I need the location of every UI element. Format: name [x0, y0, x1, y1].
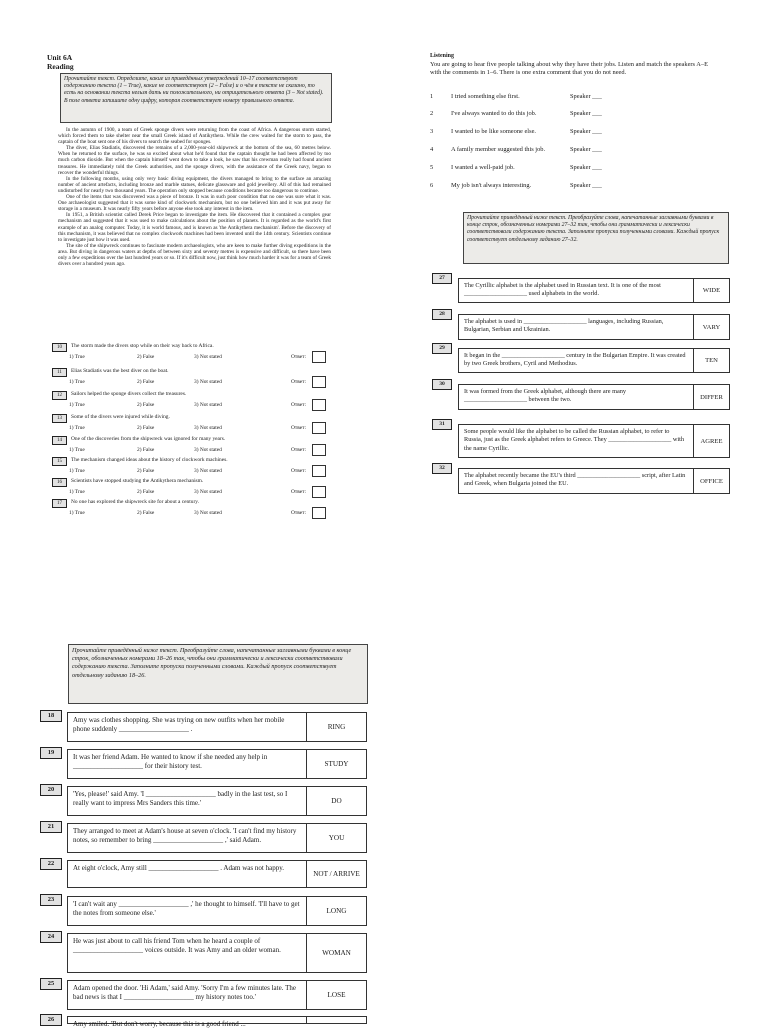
- option-1[interactable]: 1) True: [69, 468, 85, 474]
- option-3[interactable]: 3) Not stated: [194, 468, 222, 474]
- word-formation-row: [458, 278, 730, 303]
- word-formation-row: [67, 896, 367, 926]
- item-number: 2: [430, 110, 434, 117]
- option-1[interactable]: 1) True: [69, 425, 85, 431]
- answer-options: [52, 402, 330, 412]
- task-sentence: At eight o'clock, Amy still ____________________ . Adam was not happy.: [68, 861, 307, 887]
- question-number: 14: [52, 436, 67, 445]
- speaker-blank[interactable]: Speaker ___: [570, 164, 602, 171]
- tf-question: [52, 343, 330, 364]
- listening-intro: You are going to hear five people talking about why they have their jobs. Listen and match the speakers A–E with the comments in 1–6. There is one extra comment that you do not need.: [430, 61, 708, 77]
- answer-box[interactable]: [312, 376, 326, 388]
- task-number: 32: [432, 463, 452, 474]
- word-formation-row: [67, 980, 367, 1010]
- reading-instructions: Прочитайте текст. Определите, какие из приведённых утверждений 10–17 соответствуют содержанию текста (1 – True), какие не соответствуют (2 – False) и о чём в тексте не сказано, то есть на основании текста нельзя дать ни положительного, ни отрицательного ответа (3 – Not stated). В поле ответа запишите одну цифру, которая соответствует номеру правильного ответа.: [60, 73, 332, 123]
- task-number: 26: [40, 1014, 62, 1026]
- word-formation-row: [67, 786, 367, 816]
- question-text: No one has explored the shipwreck site for about a century.: [71, 499, 199, 505]
- question-text: Elias Stadiatis was the best diver on the boat.: [71, 368, 169, 374]
- question-text: The mechanism changed ideas about the history of clockwork machines.: [71, 457, 228, 463]
- option-3[interactable]: 3) Not stated: [194, 447, 222, 453]
- item-number: 4: [430, 146, 434, 153]
- task-number: 27: [432, 273, 452, 284]
- task-sentence: The alphabet recently became the EU's third ____________________ script, after Latin and Greek, when Bulgaria joined the EU.: [459, 469, 694, 493]
- task-sentence: Adam opened the door. 'Hi Adam,' said Amy. 'Sorry I'm a few minutes late. The bad news is that I ____________________ my history notes too.': [68, 981, 307, 1009]
- reading-paragraph: In the following months, using only very basic diving equipment, the divers managed to bring to the surface an amazing number of ancient artefacts, including bronze and marble statues, delicate glassware and gold jewellery. All of this had remained undisturbed for nearly two thousand years. The operation only stopped because conditions became too dangerous to continue.: [58, 175, 331, 194]
- word-formation-instructions-a: Прочитайте приведённый ниже текст. Преобразуйте слова, напечатанные заглавными буквами в конце строк, обозначенных номерами 27–32 так, чтобы они грамматически и лексически соответствовали содержанию текста. Заполните пропуски полученными словами. Каждый пропуск соответствует отдельному заданию 27–32.: [463, 212, 729, 264]
- task-sentence: 'I can't wait any ____________________ ,' he thought to himself. 'I'll have to get the notes from someone else.': [68, 897, 307, 925]
- speaker-blank[interactable]: Speaker ___: [570, 128, 602, 135]
- tf-question: [52, 499, 330, 520]
- word-formation-row: [458, 348, 730, 373]
- option-2[interactable]: 2) False: [137, 354, 155, 360]
- base-word: LOSE: [327, 991, 346, 999]
- answer-box[interactable]: [312, 399, 326, 411]
- word-formation-row: [67, 749, 367, 779]
- base-word: AGREE: [700, 437, 723, 445]
- task-number: 31: [432, 419, 452, 430]
- task-sentence: It was formed from the Greek alphabet, although there are many ____________________ between the two.: [459, 385, 694, 409]
- task-sentence: Amy was clothes shopping. She was trying on new outfits when her mobile phone suddenly ____________________ .: [68, 713, 307, 741]
- word-formation-row: [67, 1016, 367, 1028]
- task-sentence: Some people would like the alphabet to be called the Russian alphabet, to refer to Russia, just as the Greek alphabet refers to Greece. They ____________________ with the name Cyrillic.: [459, 425, 694, 457]
- tf-question: [52, 457, 330, 478]
- option-1[interactable]: 1) True: [69, 510, 85, 516]
- item-text: My job isn't always interesting.: [451, 182, 532, 189]
- task-number: 19: [40, 747, 62, 759]
- question-number: 16: [52, 478, 67, 487]
- answer-label: Ответ:: [291, 354, 307, 360]
- answer-options: [52, 510, 330, 520]
- question-number: 10: [52, 343, 67, 352]
- option-2[interactable]: 2) False: [137, 510, 155, 516]
- question-number: 17: [52, 499, 67, 508]
- item-text: I wanted a well-paid job.: [451, 164, 515, 171]
- base-word: WIDE: [702, 287, 721, 294]
- option-1[interactable]: 1) True: [69, 489, 85, 495]
- answer-label: Ответ:: [291, 402, 307, 408]
- question-text: One of the discoveries from the shipwreck was ignored for many years.: [71, 436, 226, 442]
- question-text: Some of the divers were injured while diving.: [71, 414, 170, 420]
- task-number: 20: [40, 784, 62, 796]
- question-number: 13: [52, 414, 67, 423]
- task-number: 30: [432, 379, 452, 390]
- task-sentence: He was just about to call his friend Tom when he heard a couple of ____________________ voices outside. It was Amy and an older woman.: [68, 934, 307, 972]
- answer-box[interactable]: [312, 444, 326, 456]
- task-sentence: Amy smiled. 'But don't worry, because this is a good friend ...: [68, 1017, 307, 1023]
- option-1[interactable]: 1) True: [69, 354, 85, 360]
- option-2[interactable]: 2) False: [137, 402, 155, 408]
- task-number: 29: [432, 343, 452, 354]
- reading-paragraph: The diver, Elias Stadiatis, discovered the remains of a 2,000-year-old shipwreck at the bottom of the sea, 60 metres below. When he returned to the surface, he was so excited about what he'd found that the captain thought he had been affected by too much carbon dioxide. But when the captain himself went down to take a look, he saw that his crewman really had found ancient treasures. He immediately told the Greek authorities, and the sponge divers, with the assistance of the Greek navy, began to recover the wonderful things.: [58, 145, 331, 176]
- option-1[interactable]: 1) True: [69, 379, 85, 385]
- option-3[interactable]: 3) Not stated: [194, 425, 222, 431]
- answer-options: [52, 489, 330, 499]
- word-formation-row: [458, 384, 730, 410]
- item-number: 5: [430, 164, 434, 171]
- answer-options: [52, 354, 330, 364]
- item-text: I wanted to be like someone else.: [451, 128, 537, 135]
- task-number: 18: [40, 710, 62, 722]
- question-text: Scientists have stopped studying the Antikythera mechanism.: [71, 478, 204, 484]
- word-formation-row: [67, 933, 367, 973]
- option-1[interactable]: 1) True: [69, 447, 85, 453]
- base-word: WOMAN: [322, 949, 351, 957]
- base-word: NOT / ARRIVE: [313, 870, 360, 878]
- base-word: DO: [331, 797, 342, 805]
- word-formation-instructions-b: Прочитайте приведённый ниже текст. Преобразуйте слова, напечатанные заглавными буквами в конце строк, обозначенных номерами 18–26 так, чтобы они грамматически и лексически соответствовали содержанию текста. Заполните пропуски полученными словами. Каждый пропуск соответствует отдельному заданию 18–26.: [68, 644, 368, 704]
- base-word: OFFICE: [700, 477, 723, 485]
- reading-text: [58, 127, 331, 267]
- question-number: 15: [52, 457, 67, 466]
- task-number: 25: [40, 978, 62, 990]
- option-3[interactable]: 3) Not stated: [194, 354, 222, 360]
- option-3[interactable]: 3) Not stated: [194, 379, 222, 385]
- item-text: I tried something else first.: [451, 93, 520, 100]
- option-2[interactable]: 2) False: [137, 425, 155, 431]
- answer-box[interactable]: [312, 486, 326, 498]
- option-2[interactable]: 2) False: [137, 379, 155, 385]
- word-formation-row: [458, 468, 730, 494]
- task-sentence: 'Yes, please!' said Amy. 'I ____________________ badly in the last test, so I really want to impress Mrs Sanders this time.': [68, 787, 307, 815]
- item-text: I've always wanted to do this job.: [451, 110, 537, 117]
- task-number: 21: [40, 821, 62, 833]
- tf-question: [52, 391, 330, 412]
- option-1[interactable]: 1) True: [69, 402, 85, 408]
- item-number: 6: [430, 182, 434, 189]
- option-3[interactable]: 3) Not stated: [194, 489, 222, 495]
- base-word: DIFFER: [700, 393, 723, 401]
- answer-label: Ответ:: [291, 447, 307, 453]
- answer-box[interactable]: [312, 507, 326, 519]
- option-3[interactable]: 3) Not stated: [194, 510, 222, 516]
- question-number: 12: [52, 391, 67, 400]
- option-3[interactable]: 3) Not stated: [194, 402, 222, 408]
- answer-box[interactable]: [312, 465, 326, 477]
- word-formation-row: [458, 424, 730, 458]
- word-formation-row: [458, 314, 730, 340]
- answer-options: [52, 379, 330, 389]
- task-sentence: The Cyrillic alphabet is the alphabet used in Russian text. It is one of the most ____________________ used alphabets in the world.: [459, 279, 694, 302]
- base-word: [307, 1017, 366, 1023]
- base-word: VARY: [702, 323, 721, 331]
- task-sentence: The alphabet is used in ____________________ languages, including Russian, Bulgarian, Serbian and Ukrainian.: [459, 315, 694, 339]
- answer-options: [52, 468, 330, 478]
- section-title: Reading: [47, 62, 74, 71]
- word-formation-row: [67, 823, 367, 853]
- speaker-blank[interactable]: Speaker ___: [570, 110, 602, 117]
- question-text: Sailors helped the sponge divers collect the treasures.: [71, 391, 187, 397]
- answer-label: Ответ:: [291, 425, 307, 431]
- tf-question: [52, 368, 330, 389]
- answer-label: Ответ:: [291, 510, 307, 516]
- tf-question: [52, 436, 330, 457]
- answer-label: Ответ:: [291, 379, 307, 385]
- tf-question: [52, 478, 330, 499]
- answer-options: [52, 447, 330, 457]
- answer-box[interactable]: [312, 351, 326, 363]
- tf-question: [52, 414, 330, 435]
- answer-options: [52, 425, 330, 435]
- task-sentence: They arranged to meet at Adam's house at seven o'clock. 'I can't find my history notes, so remember to bring ____________________ ,' said Adam.: [68, 824, 307, 852]
- option-2[interactable]: 2) False: [137, 468, 155, 474]
- base-word: YOU: [328, 834, 345, 842]
- base-word: RING: [327, 723, 346, 731]
- task-sentence: It began in the ____________________ century in the Bulgarian Empire. It was created by two Greek brothers, Cyril and Methodius.: [459, 349, 694, 372]
- task-number: 24: [40, 931, 62, 943]
- question-text: The storm made the divers stop while on their way back to Africa.: [71, 343, 214, 349]
- item-number: 1: [430, 93, 434, 100]
- speaker-blank[interactable]: Speaker ___: [570, 146, 602, 153]
- option-2[interactable]: 2) False: [137, 447, 155, 453]
- base-word: TEN: [705, 357, 718, 364]
- unit-title: Unit 6A: [47, 53, 73, 62]
- task-number: 22: [40, 858, 62, 870]
- task-sentence: It was her friend Adam. He wanted to know if she needed any help in ____________________ for their history test.: [68, 750, 307, 778]
- speaker-blank[interactable]: Speaker ___: [570, 93, 602, 100]
- word-formation-row: [67, 712, 367, 742]
- word-formation-row: [67, 860, 367, 888]
- option-2[interactable]: 2) False: [137, 489, 155, 495]
- reading-paragraph: The site of the shipwreck continues to fascinate modern archaeologists, who are keen to make further diving expeditions in the area. But diving in dangerous waters at depths of between sixty and seventy metres is expensive and difficult, so there have been only a few expeditions over the last hundred years or so. If it's difficult now, just think how much harder it was for a team of Greek divers over a hundred years ago.: [58, 242, 331, 268]
- base-word: STUDY: [324, 760, 349, 768]
- item-number: 3: [430, 128, 434, 135]
- reading-paragraph: In 1951, a British scientist called Derek Price began to investigate the item. He discovered that it contained a complex gear mechanism and suggested that it was used to make calculations about the position of planets. It is regarded as the world's first example of an analog computer. Today, it is world famous, and is known as 'the Antikythera mechanism'. Before the discovery of this mechanism, it was believed that no complex clockwork machines had been invented until the 14th century. Scientists continue to investigate just how it was used.: [58, 212, 331, 243]
- reading-paragraph: In the autumn of 1900, a team of Greek sponge divers were returning from the coast of Africa. A dangerous storm started, which forced them to take shelter near the small Greek island of Antikythera. While the crew waited for the storm to pass, the captain of the boat sent one of his divers to search the seabed for sponges.: [58, 127, 331, 146]
- task-number: 28: [432, 309, 452, 320]
- listening-title: Listening: [430, 53, 455, 59]
- answer-label: Ответ:: [291, 468, 307, 474]
- reading-paragraph: One of the items that was discovered was a piece of bronze. It was in such poor condition that no one was sure what it was. One archaeologist suggested that it was some kind of clockwork mechanism, but no one believed him and it was put away for storage in a museum. It was nearly fifty years before anyone else took any interest in the item.: [58, 194, 331, 213]
- base-word: LONG: [326, 907, 347, 915]
- answer-label: Ответ:: [291, 489, 307, 495]
- task-number: 23: [40, 894, 62, 906]
- speaker-blank[interactable]: Speaker ___: [570, 182, 602, 189]
- answer-box[interactable]: [312, 422, 326, 434]
- item-text: A family member suggested this job.: [451, 146, 546, 153]
- question-number: 11: [52, 368, 67, 377]
